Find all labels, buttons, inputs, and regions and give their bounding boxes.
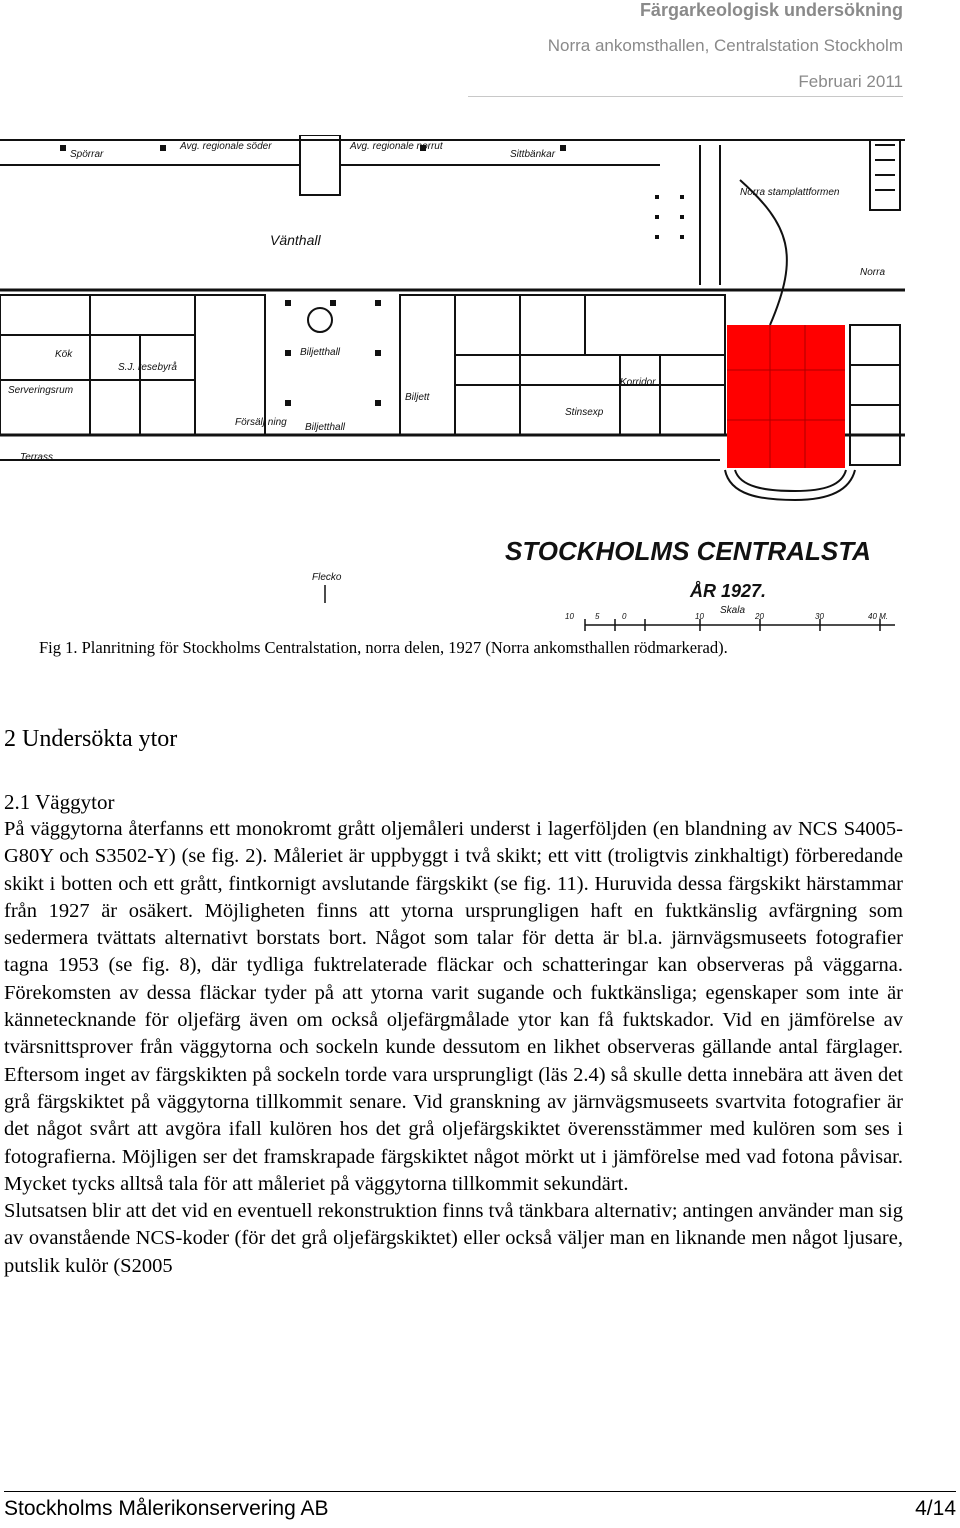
svg-text:10: 10 xyxy=(565,612,574,621)
header-date: Februari 2011 xyxy=(798,72,903,91)
svg-text:Biljetthall: Biljetthall xyxy=(305,422,346,433)
svg-text:Korridor: Korridor xyxy=(620,377,656,388)
svg-text:Försälj ning: Försälj ning xyxy=(235,417,287,428)
svg-text:Norra stamplattformen: Norra stamplattformen xyxy=(740,187,840,198)
svg-text:STOCKHOLMS CENTRALSTA: STOCKHOLMS CENTRALSTA xyxy=(505,536,871,566)
footer-company: Stockholms Målerikonservering AB xyxy=(4,1497,329,1520)
figure-caption: Fig 1. Planritning för Stockholms Centralstation, norra delen, 1927 (Norra ankomsthallen rödmarkerad). xyxy=(39,638,728,657)
svg-text:Avg. regionale söder: Avg. regionale söder xyxy=(180,141,272,152)
svg-text:ÅR 1927.: ÅR 1927. xyxy=(690,581,767,601)
svg-text:Serveringsrum: Serveringsrum xyxy=(8,385,74,396)
paragraph: Slutsatsen blir att det vid en eventuell rekonstruktion finns två tänkbara alternativ; antingen använder man sig av ovanstående NCS-koder (för det grå oljefärgskiktet) eller också väljer man en liknande men något ljusare, putslik kulör (S2005 xyxy=(4,1200,903,1277)
header-rule xyxy=(468,96,903,97)
floor-plan-figure xyxy=(0,135,905,635)
norra-ankomsthallen-highlight xyxy=(727,325,845,468)
svg-text:20: 20 xyxy=(755,612,764,621)
svg-text:Terrass: Terrass xyxy=(20,452,53,463)
svg-text:S.J. resebyrå: S.J. resebyrå xyxy=(118,362,177,373)
svg-text:Stinsexp: Stinsexp xyxy=(565,407,604,418)
footer-rule xyxy=(4,1491,956,1492)
page-number: 4/14 xyxy=(915,1497,956,1520)
subsection-heading: 2.1 Väggytor xyxy=(4,790,115,814)
svg-text:0: 0 xyxy=(622,612,627,621)
svg-text:40 M.: 40 M. xyxy=(868,612,889,621)
paragraph: På väggytorna återfanns ett monokromt grått oljemåleri underst i lagerföljden (en blandning av NCS S4005-G80Y och S3502-Y) (se fig. 2). Måleriet är uppbyggt i två skikt; ett vitt (troligtvis zinkhaltigt) förberedande skikt i botten och ett grått, fintkornigt avslutande färgskikt (se fig. 11). Huruvida dessa färgskikt härstammar från 1927 är osäkert. Möjligheten finns att ytorna ursprungligen haft en fuktkänslig avfärgning som sedermera tvättats alternativt borstats bort. Något som talar för detta är bl.a. järnvägsmuseets fotografier tagna 1953 (se fig. 8), där tydliga fuktrelaterade fläckar och schatteringar kan observeras på väggarna. Förekomsten av dessa fläckar tyder på att ytorna varit sugande och fuktkänsliga; egenskaper som inte är kännetecknande för oljefärg även om också oljefärgmålade ytor kan få fuktskador. Vid en jämförelse av tvärsnittsprover från väggytorna och sockeln kunde dessutom en likhet observeras gällande antal färglager. Eftersom inget av färgskikten på sockeln torde vara ursprungligt (läs 2.4) så skulle detta innebära att även det grå färgskiktet på väggytorna tillkommit senare. Vid granskning av järnvägsmuseets svartvita fotografier är det något svårt att avgöra ifall kulören hos det grå oljefärgskiktet överensstämmer med kulören som ses i fotografierna. Möjligen ser det framskrapade färgskiktet något mörkt ut i jämförelse med vad fotona påvisar. Mycket tycks alltså tala för att måleriet på väggytorna tillkommit sekundärt. xyxy=(4,818,903,1195)
header-subtitle: Norra ankomsthallen, Centralstation Stockholm xyxy=(547,36,903,55)
header-title: Färgarkeologisk undersökning xyxy=(639,0,903,20)
svg-text:10: 10 xyxy=(695,612,704,621)
section-heading: 2 Undersökta ytor xyxy=(4,726,178,752)
svg-text:Sittbänkar: Sittbänkar xyxy=(510,149,556,160)
svg-text:30: 30 xyxy=(815,612,824,621)
svg-text:Norra: Norra xyxy=(860,267,886,278)
svg-text:5: 5 xyxy=(595,612,600,621)
svg-text:Kök: Kök xyxy=(55,349,73,360)
svg-text:Skala: Skala xyxy=(720,605,746,616)
svg-text:Biljetthall: Biljetthall xyxy=(300,347,341,358)
svg-text:Avg. regionale norrut: Avg. regionale norrut xyxy=(350,141,443,152)
svg-text:Flecko: Flecko xyxy=(312,572,342,583)
body-text xyxy=(4,816,903,1280)
svg-text:Biljett: Biljett xyxy=(405,392,430,403)
svg-text:Spörrar: Spörrar xyxy=(70,149,104,160)
svg-text:Vänthall: Vänthall xyxy=(270,232,321,248)
